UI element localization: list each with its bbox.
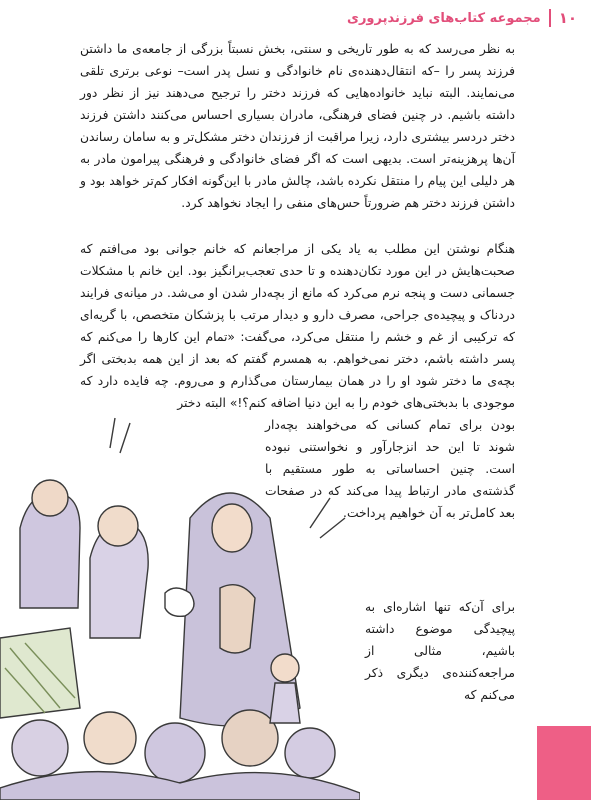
page-header [14, 6, 577, 30]
paragraph-2: هنگام نوشتن این مطلب به یاد یکی از مراجعانم که خانم جوانی بود می‌افتم که صحبت‌هایش در این مورد تکان‌دهنده و تا حدی تعجب‌برانگیز بود. این خانم با مشکلات جسمانی دست و پنجه نرم می‌کرد که مانع از بچه‌دار شدن او می‌شد. در میانه‌ی فرایند دردناک و پیچیده‌ی جراحی، مصرف دارو و دیدار مرتب با پزشکان متخصص، با گریه‌ای که ترکیبی از غم و خشم را منتقل می‌کرد، می‌گفت: «تمام این کارها را می‌کنم که پسر داشته باشم، دختر نمی‌خواهم. به همسرم گفتم که بعد از این همه بدبختی اگر بچه‌ی ما دختر شود او را در همان بیمارستان می‌گذارم و می‌روم. چه فایده دارد که موجودی با بدبختی‌های خودم را به این دنیا اضافه کنم؟!» البته دختر [80, 242, 515, 410]
header-divider [549, 9, 551, 27]
page-number: ۱۰ [558, 9, 577, 27]
side-paragraph-2: برای آن‌که تنها اشاره‌ای به پیچیدگی موضوع داشته باشیم، مثالی از مراجعه‌کننده‌ی دیگری ذکر می‌کنم که [365, 600, 515, 702]
book-series-title: مجموعه کتاب‌های فرزندپروری [347, 10, 541, 26]
side-paragraph-1: بودن برای تمام کسانی که می‌خواهند بچه‌دار شوند تا این حد انزجارآور و نخواستنی نبوده است. چنین احساساتی به طور مستقیم با گذشته‌ی مادر ارتباط پیدا می‌کند که در صفحات بعد کامل‌تر به آن خواهیم پرداخت. [265, 418, 515, 520]
paragraph-1: به نظر می‌رسد که به طور تاریخی و سنتی، بخش نسبتاً بزرگی از جامعه‌ی ما داشتن فرزند پسر را –که انتقال‌دهنده‌ی نام خانوادگی و نسل پدر است– نوعی برتری تلقی می‌نمایند. البته نباید خانواده‌هایی که فرزند دختر را ترجیح می‌دهند نیز از نظر دور داشته باشیم. در چنین فضای فرهنگی، مادران بسیاری احساس می‌کنند داشتن فرزند دختر دردسر بیشتری دارد، زیرا مراقبت از فرزندان دختر مشکل‌تر و به سامان رساندن آن‌ها پرهزینه‌تر است. بدیهی است که اگر فضای خانوادگی و فرهنگی پیرامون مادر به هر دلیلی این پیام را منتقل نکرده باشد، چالش مادر با این‌گونه افکار کم‌تر خواهد بود و داشتن فرزند دختر هم ضرورتاً حس‌های منفی را ایجاد نخواهد کرد. [80, 42, 515, 210]
page-edge-tab [537, 726, 591, 800]
